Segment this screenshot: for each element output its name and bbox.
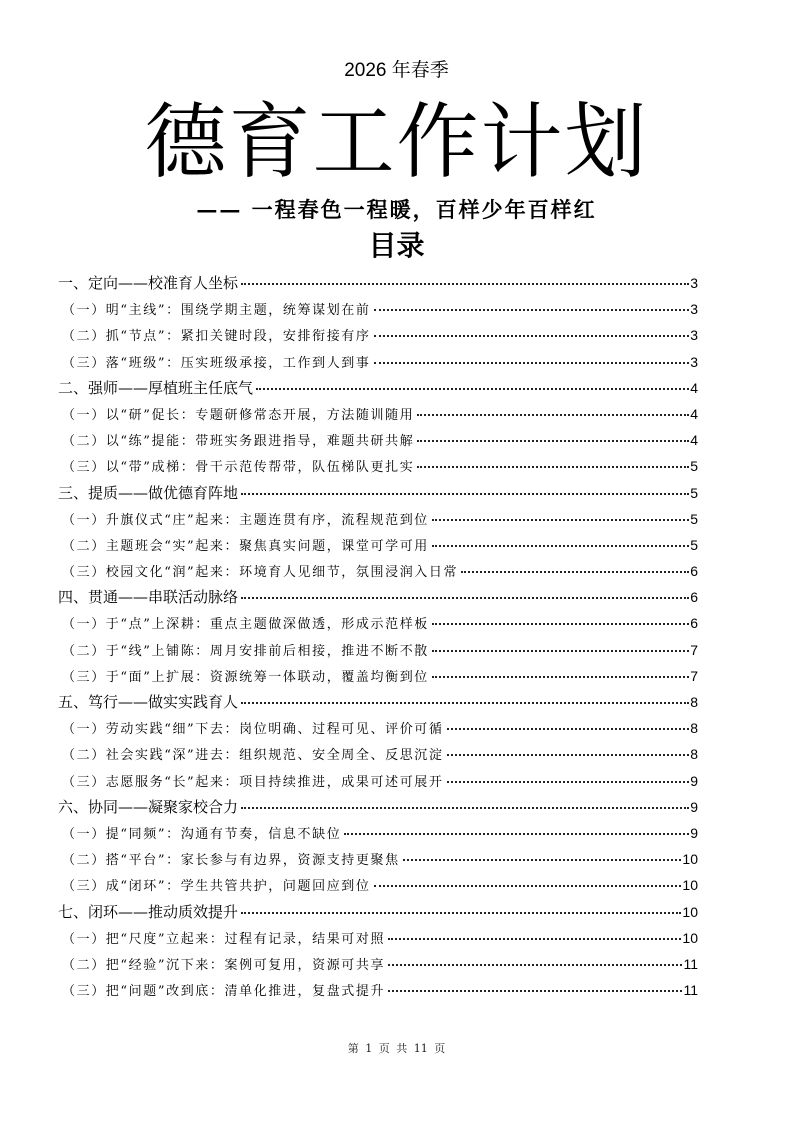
dot-leader <box>241 493 689 495</box>
semester-label: 2026 年春季 <box>344 60 449 81</box>
toc-entry-label: 三、提质——做优德育阵地 <box>58 483 239 502</box>
toc-page-number: 10 <box>682 929 698 946</box>
dot-leader <box>241 912 681 914</box>
toc-subsection-entry[interactable] <box>58 427 698 453</box>
toc-page-number: 9 <box>690 772 698 789</box>
toc-subsection-entry[interactable] <box>58 401 698 427</box>
toc-page-number: 3 <box>690 327 698 344</box>
toc-page-number: 4 <box>690 405 698 422</box>
dot-leader <box>388 990 682 992</box>
toc-entry-label: （三）以“带”成梯：骨干示范传帮带，队伍梯队更扎实 <box>62 460 415 476</box>
toc-entry-label: （二）于“线”上铺陈：周月安排前后相接，推进不断不散 <box>62 643 429 659</box>
dot-leader <box>388 964 682 966</box>
toc-subsection-entry[interactable] <box>58 925 698 951</box>
toc-entry-label: （二）抓“节点”：紧扣关键时段，安排衔接有序 <box>62 329 371 345</box>
toc-page-number: 4 <box>690 379 698 396</box>
dot-leader <box>432 519 689 521</box>
toc-section-entry[interactable] <box>58 375 698 401</box>
toc-page-number: 5 <box>690 536 698 553</box>
toc-entry-label: 四、贯通——串联活动脉络 <box>58 588 239 607</box>
toc-entry-label: （三）落“班级”：压实班级承接，工作到人到事 <box>62 355 371 371</box>
toc-subsection-entry[interactable] <box>58 820 698 846</box>
toc-subsection-entry[interactable] <box>58 322 698 348</box>
toc-entry-label: （一）提“同频”：沟通有节奏，信息不缺位 <box>62 826 342 842</box>
toc-page-number: 9 <box>690 824 698 841</box>
dot-leader <box>344 833 689 835</box>
toc-entry-label: （一）以“研”促长：专题研修常态开展，方法随训随用 <box>62 407 415 423</box>
dot-leader <box>461 571 689 573</box>
toc-page-number: 7 <box>690 667 698 684</box>
toc-entry-label: 五、笃行——做实实践育人 <box>58 693 239 711</box>
toc-page-number: 4 <box>690 432 698 449</box>
dot-leader <box>447 728 690 730</box>
toc-page-number: 8 <box>690 694 698 710</box>
toc-entry-label: （一）明“主线”：围绕学期主题，统筹谋划在前 <box>62 303 371 319</box>
dot-leader <box>432 650 689 652</box>
dot-leader <box>417 466 689 468</box>
document-subtitle: —— 一程春色一程暖，百样少年百样红 <box>196 197 597 222</box>
toc-entry-label: （三）校园文化“润”起来：环境育人见细节，氛围浸润入日常 <box>62 565 459 581</box>
dot-leader <box>432 623 689 625</box>
toc-entry-label: （二）把“经验”沉下来：案例可复用，资源可共享 <box>62 957 386 973</box>
toc-subsection-entry[interactable] <box>58 768 698 794</box>
toc-page-number: 7 <box>690 641 698 658</box>
document-title: 德育工作计划 <box>144 95 649 190</box>
toc-page-number: 8 <box>690 720 698 737</box>
toc-page-number: 11 <box>683 955 698 972</box>
toc-entry-label: （二）社会实践“深”进去：组织规范、安全周全、反思沉淀 <box>62 748 444 764</box>
toc-page-number: 6 <box>690 615 698 632</box>
toc-page-number: 8 <box>690 746 698 763</box>
toc-page-number: 9 <box>690 798 698 815</box>
toc-entry-label: （二）以“练”提能：带班实务跟进指导，难题共研共解 <box>62 434 415 450</box>
toc-subsection-entry[interactable] <box>58 715 698 741</box>
toc-section-entry[interactable] <box>58 480 698 506</box>
toc-page-number: 3 <box>690 301 698 318</box>
toc-section-entry[interactable] <box>58 899 698 925</box>
toc-entry-label: （三）志愿服务“长”起来：项目持续推进，成果可述可展开 <box>62 774 444 790</box>
toc-entry-label: 一、定向——校准育人坐标 <box>58 274 239 292</box>
toc-section-entry[interactable] <box>58 270 698 296</box>
toc-subsection-entry[interactable] <box>58 453 698 479</box>
dot-leader <box>447 754 690 756</box>
dot-leader <box>241 702 689 704</box>
toc-subsection-entry[interactable] <box>58 610 698 636</box>
toc-subsection-entry[interactable] <box>58 296 698 322</box>
dot-leader <box>241 807 689 809</box>
toc-subsection-entry[interactable] <box>58 872 698 898</box>
dot-leader <box>374 335 690 337</box>
dot-leader <box>417 414 689 416</box>
toc-subsection-entry[interactable] <box>58 846 698 872</box>
toc-section-entry[interactable] <box>58 584 698 610</box>
toc-subsection-entry[interactable] <box>58 951 698 977</box>
dot-leader <box>417 440 689 442</box>
toc-entry-label: （二）搭“平台”：家长参与有边界，资源支持更聚焦 <box>62 853 400 869</box>
dot-leader <box>374 362 690 364</box>
toc-section-entry[interactable] <box>58 794 698 820</box>
toc-heading: 目录 <box>368 229 425 262</box>
toc-page-number: 10 <box>682 903 698 920</box>
dot-leader <box>432 545 689 547</box>
toc-entry-label: 二、强师——厚植班主任底气 <box>58 378 254 397</box>
toc-page-number: 10 <box>682 877 698 894</box>
toc-subsection-entry[interactable] <box>58 741 698 767</box>
toc-entry-label: （一）劳动实践“细”下去：岗位明确、过程可见、评价可循 <box>62 722 444 738</box>
toc-entry-label: （三）于“面”上扩展：资源统筹一体联动，覆盖均衡到位 <box>62 669 429 685</box>
toc-entry-label: 六、协同——凝聚家校合力 <box>58 797 239 816</box>
toc-entry-label: （二）主题班会“实”起来：聚焦真实问题，课堂可学可用 <box>62 538 429 554</box>
toc-page-number: 5 <box>690 484 698 501</box>
dot-leader <box>403 859 682 861</box>
toc-page-number: 3 <box>690 275 698 291</box>
table-of-contents <box>58 270 698 1003</box>
dot-leader <box>241 597 689 599</box>
dot-leader <box>256 388 689 390</box>
dot-leader <box>447 781 690 783</box>
toc-section-entry[interactable] <box>58 689 698 715</box>
toc-subsection-entry[interactable] <box>58 506 698 532</box>
toc-subsection-entry[interactable] <box>58 532 698 558</box>
toc-entry-label: 七、闭环——推动质效提升 <box>58 902 239 921</box>
toc-subsection-entry[interactable] <box>58 637 698 663</box>
toc-page-number: 5 <box>690 458 698 475</box>
dot-leader <box>374 885 682 887</box>
toc-subsection-entry[interactable] <box>58 663 698 689</box>
dot-leader <box>241 283 689 285</box>
toc-entry-label: （一）升旗仪式“庄”起来：主题连贯有序，流程规范到位 <box>62 512 429 528</box>
dot-leader <box>374 309 690 311</box>
toc-subsection-entry[interactable] <box>58 977 698 1003</box>
toc-page-number: 3 <box>690 353 698 370</box>
dot-leader <box>432 676 689 678</box>
toc-page-number: 10 <box>682 851 698 868</box>
page-footer: 第 1 页 共 11 页 <box>347 1042 446 1055</box>
toc-entry-label: （三）成“闭环”：学生共管共护，问题回应到位 <box>62 879 371 895</box>
toc-page-number: 6 <box>690 589 698 606</box>
dot-leader <box>388 938 681 940</box>
toc-page-number: 11 <box>683 982 698 999</box>
toc-entry-label: （一）于“点”上深耕：重点主题做深做透，形成示范样板 <box>62 617 429 633</box>
toc-entry-label: （三）把“问题”改到底：清单化推进，复盘式提升 <box>62 984 386 1000</box>
toc-subsection-entry[interactable] <box>58 349 698 375</box>
toc-page-number: 5 <box>690 510 698 527</box>
toc-subsection-entry[interactable] <box>58 558 698 584</box>
toc-entry-label: （一）把“尺度”立起来：过程有记录，结果可对照 <box>62 931 386 947</box>
toc-page-number: 6 <box>690 563 698 580</box>
